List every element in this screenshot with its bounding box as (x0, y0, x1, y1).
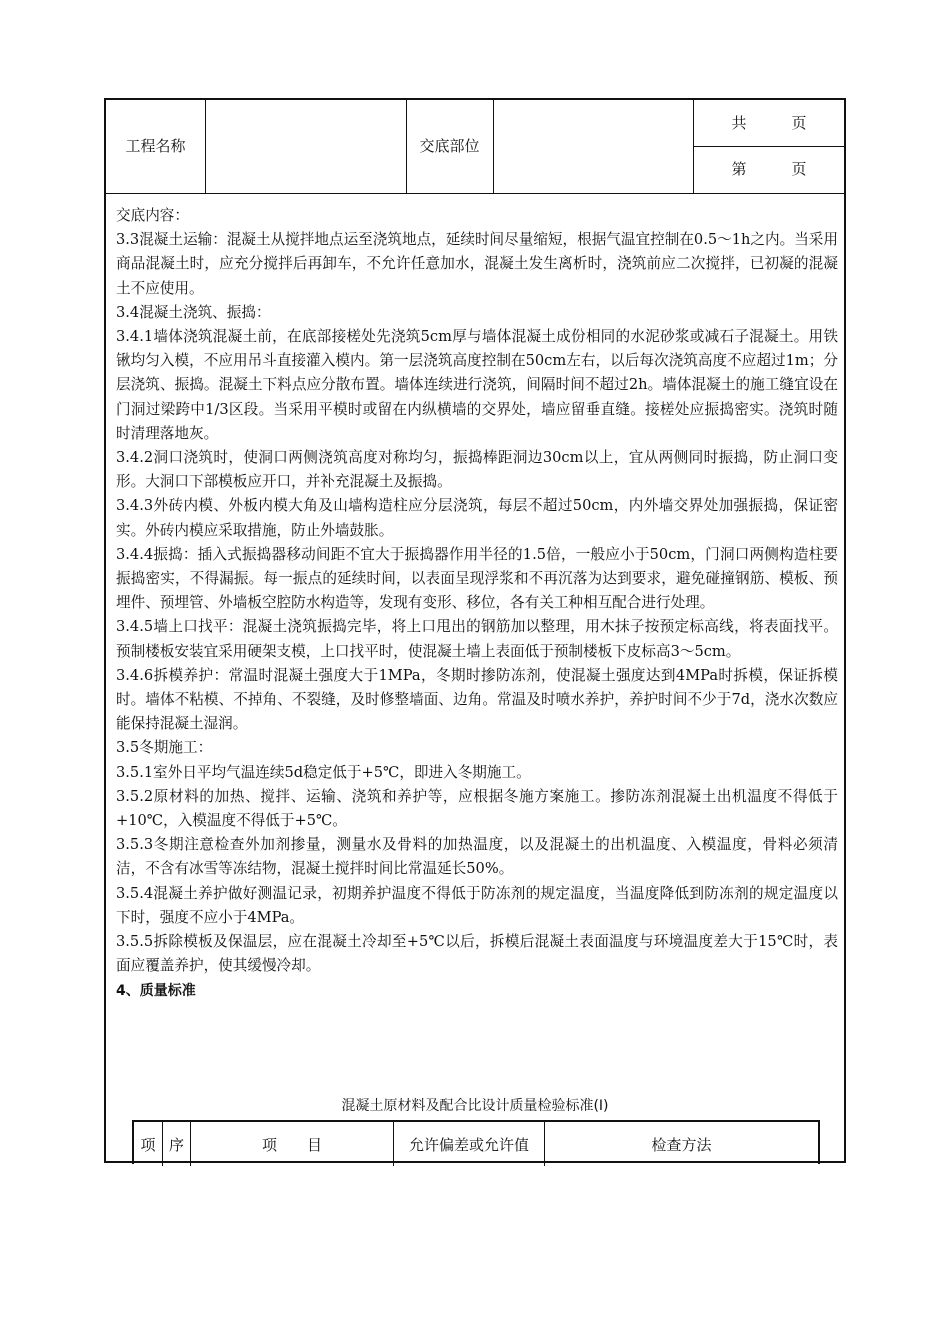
total-pages: 共 页 (731, 114, 807, 132)
paragraph: 3.5冬期施工： (116, 739, 213, 757)
section-heading: 4、质量标准 (116, 982, 196, 999)
column-header: 项 (140, 1135, 156, 1154)
content-intro: 交底内容： (116, 207, 189, 224)
project-name-label: 工程名称 (125, 137, 186, 155)
divider (205, 100, 206, 193)
divider (493, 100, 494, 193)
divider (693, 146, 844, 147)
paragraph: 3.4.6拆模养护：常温时混凝土强度大于1MPa，冬期时掺防冻剂，使混凝土强度达到4MPa时拆模，保证拆模时。墙体不粘模、不掉角、不裂缝，及时修整墙面、边角。常温及时喷水养护，养护时间不少于7d，浇水次数应能保持混凝土湿润。 (116, 666, 838, 733)
paragraph: 3.5.3冬期注意检查外加剂掺量，测量水及骨料的加热温度，以及混凝土的出机温度、入模温度，骨料必须清洁，不含有冰雪等冻结物，混凝土搅拌时间比常温延长50%。 (116, 836, 838, 878)
paragraph: 3.4混凝土浇筑、振捣： (116, 303, 271, 321)
quality-table-title: 混凝土原材料及配合比设计质量检验标准(I) (341, 1098, 609, 1114)
paragraph: 3.4.5墙上口找平：混凝土浇筑振捣完毕，将上口甩出的钢筋加以整理，用木抹子按预定标高线，将表面找平。预制楼板安装宜采用硬架支模，上口找平时，使混凝土墙上表面低于预制楼板下皮标高3～5cm。 (116, 618, 838, 660)
paragraph: 3.5.5拆除模板及保温层，应在混凝土冷却至+5℃以后，拆模后混凝土表面温度与环境温度差大于15℃时，表面应覆盖养护，使其缓慢冷却。 (116, 933, 838, 975)
column-header: 检查方法 (544, 1122, 818, 1166)
column-header: 序 (162, 1122, 190, 1166)
technical-disclosure-sheet (104, 98, 846, 1163)
paragraph: 3.4.4振捣：插入式振捣器移动间距不宜大于振捣器作用半径的1.5倍，一般应小于50cm，门洞口两侧构造柱要振捣密实，不得漏振。每一振点的延续时间，以表面呈现浮浆和不再沉落为达到要求，避免碰撞钢筋、模板、预埋件、预埋管、外墙板空腔防水构造等，发现有变形、移位，各有关工种相互配合进行处理。 (116, 545, 838, 612)
column-header: 项 目 (190, 1122, 393, 1166)
paragraph: 3.4.2洞口浇筑时，使洞口两侧浇筑高度对称均匀，振捣棒距洞边30cm以上，宜从两侧同时振捣，防止洞口变形。大洞口下部模板应开口，并补充混凝土及振捣。 (116, 449, 838, 491)
column-header: 允许偏差或允许值 (393, 1122, 544, 1166)
page-number: 第 页 (731, 160, 807, 178)
location-label: 交底部位 (419, 137, 480, 155)
paragraph: 3.4.1墙体浇筑混凝土前，在底部接槎处先浇筑5cm厚与墙体混凝土成份相同的水泥砂浆或减石子混凝土。用铁锹均匀入模，不应用吊斗直接灌入模内。第一层浇筑高度控制在50cm左右，以后每次浇筑高度不应超过1m；分层浇筑、振捣。混凝土下料点应分散布置。墙体连续进行浇筑，间隔时间不超过2h。墙体混凝土的施工缝宜设在门洞过梁跨中1/3区段。当采用平模时或留在内纵横墙的交界处，墙应留垂直缝。接槎处应振捣密实。浇筑时随时清理落地灰。 (116, 328, 838, 442)
paragraph: 3.4.3外砖内模、外板内模大角及山墙构造柱应分层浇筑，每层不超过50cm，内外墙交界处加强振捣，保证密实。外砖内模应采取措施，防止外墙鼓胀。 (116, 497, 838, 539)
paragraph: 3.5.4混凝土养护做好测温记录，初期养护温度不得低于防冻剂的规定温度，当温度降低到防冻剂的规定温度以下时，强度不应小于4MPa。 (116, 884, 838, 926)
paragraph: 3.5.2原材料的加热、搅拌、运输、浇筑和养护等，应根据冬施方案施工。掺防冻剂混凝土出机温度不得低于+10℃，入模温度不得低于+5℃。 (116, 787, 838, 830)
disclosure-content (116, 204, 838, 1003)
paragraph: 3.5.1室外日平均气温连续5d稳定低于+5℃，即进入冬期施工。 (116, 763, 531, 781)
header-table (106, 100, 844, 194)
paragraph: 3.3混凝土运输：混凝土从搅拌地点运至浇筑地点，延续时间尽量缩短，根据气温宜控制在0.5～1h之内。当采用商品混凝土时，应充分搅拌后再卸车，不允许任意加水，混凝土发生离析时，浇筑前应二次搅拌，已初凝的混凝土不应使用。 (116, 231, 838, 297)
quality-table-header (132, 1120, 820, 1164)
